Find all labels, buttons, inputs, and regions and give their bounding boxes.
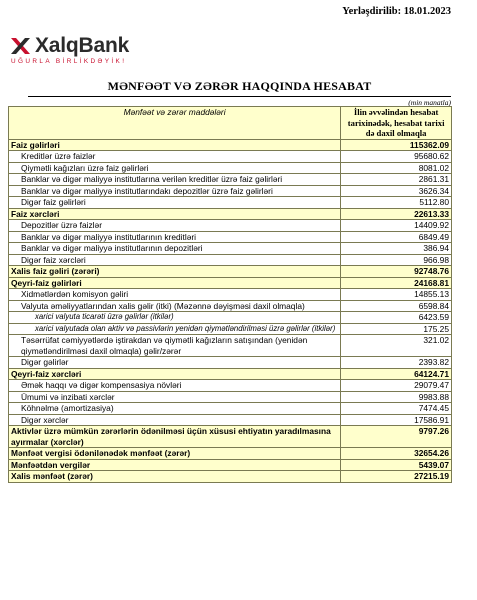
- table-row: [9, 368, 452, 380]
- table-row: [9, 174, 452, 186]
- table-row: [9, 139, 452, 151]
- table-row: [9, 197, 452, 209]
- row-value: 14855.13: [341, 289, 452, 301]
- row-value: 27215.19: [341, 471, 452, 483]
- row-label: Digər faiz gəlirləri: [9, 197, 341, 209]
- row-value: 2861.31: [341, 174, 452, 186]
- row-value: 14409.92: [341, 220, 452, 232]
- table-row: [9, 208, 452, 220]
- row-value: 24168.81: [341, 277, 452, 289]
- row-label: Qeyri-faiz gəlirləri: [9, 277, 341, 289]
- row-label: Mənfəət vergisi ödənilənədək mənfəət (zərər): [9, 448, 341, 460]
- row-label: Köhnəlmə (amortizasiya): [9, 403, 341, 415]
- row-label: Təsərrüfat cəmiyyətlərdə iştirakdan və qiymətli kağızların satışından (yenidən qiymətləndirilməsi daxil olmaqla) gəlir/zərər: [9, 335, 341, 357]
- header-items: Mənfəət və zərər maddələri: [9, 107, 341, 140]
- row-label: Mənfəətdən vergilər: [9, 459, 341, 471]
- row-value: 6598.84: [341, 300, 452, 312]
- row-label: Xidmətlərdən komisyon gəliri: [9, 289, 341, 301]
- row-label: Banklar və digər maliyyə institutlarındakı depozitlər üzrə faiz gəlirləri: [9, 185, 341, 197]
- row-value: 17586.91: [341, 414, 452, 426]
- logo-name: XalqBank: [35, 34, 130, 57]
- header-period: İlin əvvəlindən hesabat tarixinədək, hesabat tarixi də daxil olmaqla: [341, 107, 452, 140]
- income-statement-table: [8, 106, 452, 483]
- table-row: [9, 357, 452, 369]
- logo-slogan: UĞURLA BİRLİKDƏYİK!: [11, 58, 127, 65]
- row-value: 32654.26: [341, 448, 452, 460]
- table-row: [9, 300, 452, 312]
- row-value: 3626.34: [341, 185, 452, 197]
- table-row: [9, 220, 452, 232]
- row-value: 966.98: [341, 254, 452, 266]
- unit-note: (min manatla): [408, 98, 451, 107]
- table-row: [9, 162, 452, 174]
- table-row: [9, 380, 452, 392]
- table-row: [9, 243, 452, 255]
- table-row: [9, 231, 452, 243]
- table-row: [9, 254, 452, 266]
- row-value: 6849.49: [341, 231, 452, 243]
- row-label: Kreditlər üzrə faizlər: [9, 151, 341, 163]
- table-row: [9, 323, 452, 335]
- row-value: 95680.62: [341, 151, 452, 163]
- row-label: Aktivlər üzrə mümkün zərərlərin ödənilməsi üçün xüsusi ehtiyatın yaradılmasına ayırmalar (xərclər): [9, 426, 341, 448]
- row-label: Əmək haqqı və digər kompensasiya növləri: [9, 380, 341, 392]
- row-label: Faiz gəlirləri: [9, 139, 341, 151]
- row-label: Xalis faiz gəliri (zərəri): [9, 266, 341, 278]
- row-value: 5439.07: [341, 459, 452, 471]
- table-row: [9, 414, 452, 426]
- row-value: 321.02: [341, 335, 452, 357]
- report-title: MƏNFƏƏT VƏ ZƏRƏR HAQQINDA HESABAT: [28, 79, 451, 97]
- table-row: [9, 185, 452, 197]
- row-value: 175.25: [341, 323, 452, 335]
- row-label: Qeyri-faiz xərcləri: [9, 368, 341, 380]
- row-label: Digər faiz xərcləri: [9, 254, 341, 266]
- row-label: Valyuta əməliyyatlarından xalis gəlir (itki) (Məzənnə dəyişməsi daxil olmaqla): [9, 300, 341, 312]
- row-label: xarici valyuta ticarəti üzrə gəlirlər (itkilər): [9, 312, 341, 324]
- table-row: [9, 289, 452, 301]
- row-value: 9797.26: [341, 426, 452, 448]
- table-row: [9, 312, 452, 324]
- row-label: xarici valyutada olan aktiv və passivlərin yenidən qiymətləndirilməsi üzrə gəlirlər (itkilər): [9, 323, 341, 335]
- row-label: Faiz xərcləri: [9, 208, 341, 220]
- row-value: 9983.88: [341, 391, 452, 403]
- table-row: [9, 403, 452, 415]
- bank-logo: [10, 35, 129, 65]
- table-row: [9, 335, 452, 357]
- table-row: [9, 448, 452, 460]
- row-label: Banklar və digər maliyyə institutlarının kreditləri: [9, 231, 341, 243]
- table-body: [9, 139, 452, 482]
- table-row: [9, 426, 452, 448]
- row-label: Qiymətli kağızları üzrə faiz gəlirləri: [9, 162, 341, 174]
- row-label: Depozitlər üzrə faizlər: [9, 220, 341, 232]
- xalqbank-x-logo-icon: [10, 37, 32, 55]
- row-value: 5112.80: [341, 197, 452, 209]
- row-value: 2393.82: [341, 357, 452, 369]
- row-label: Banklar və digər maliyyə institutlarının depozitləri: [9, 243, 341, 255]
- row-value: 7474.45: [341, 403, 452, 415]
- table-row: [9, 471, 452, 483]
- table-row: [9, 391, 452, 403]
- row-value: 29079.47: [341, 380, 452, 392]
- row-label: Digər xərclər: [9, 414, 341, 426]
- row-value: 8081.02: [341, 162, 452, 174]
- row-value: 64124.71: [341, 368, 452, 380]
- table-row: [9, 277, 452, 289]
- row-label: Digər gəlirlər: [9, 357, 341, 369]
- row-value: 22613.33: [341, 208, 452, 220]
- row-value: 6423.59: [341, 312, 452, 324]
- row-label: Xalis mənfəət (zərər): [9, 471, 341, 483]
- row-value: 386.94: [341, 243, 452, 255]
- table-header-row: [9, 107, 452, 140]
- table-row: [9, 151, 452, 163]
- table-row: [9, 266, 452, 278]
- row-value: 115362.09: [341, 139, 452, 151]
- row-label: Ümumi və inzibati xərclər: [9, 391, 341, 403]
- row-value: 92748.76: [341, 266, 452, 278]
- published-date: Yerləşdirilib: 18.01.2023: [342, 6, 451, 17]
- table-row: [9, 459, 452, 471]
- row-label: Banklar və digər maliyyə institutlarına verilən kreditlər üzrə faiz gəlirləri: [9, 174, 341, 186]
